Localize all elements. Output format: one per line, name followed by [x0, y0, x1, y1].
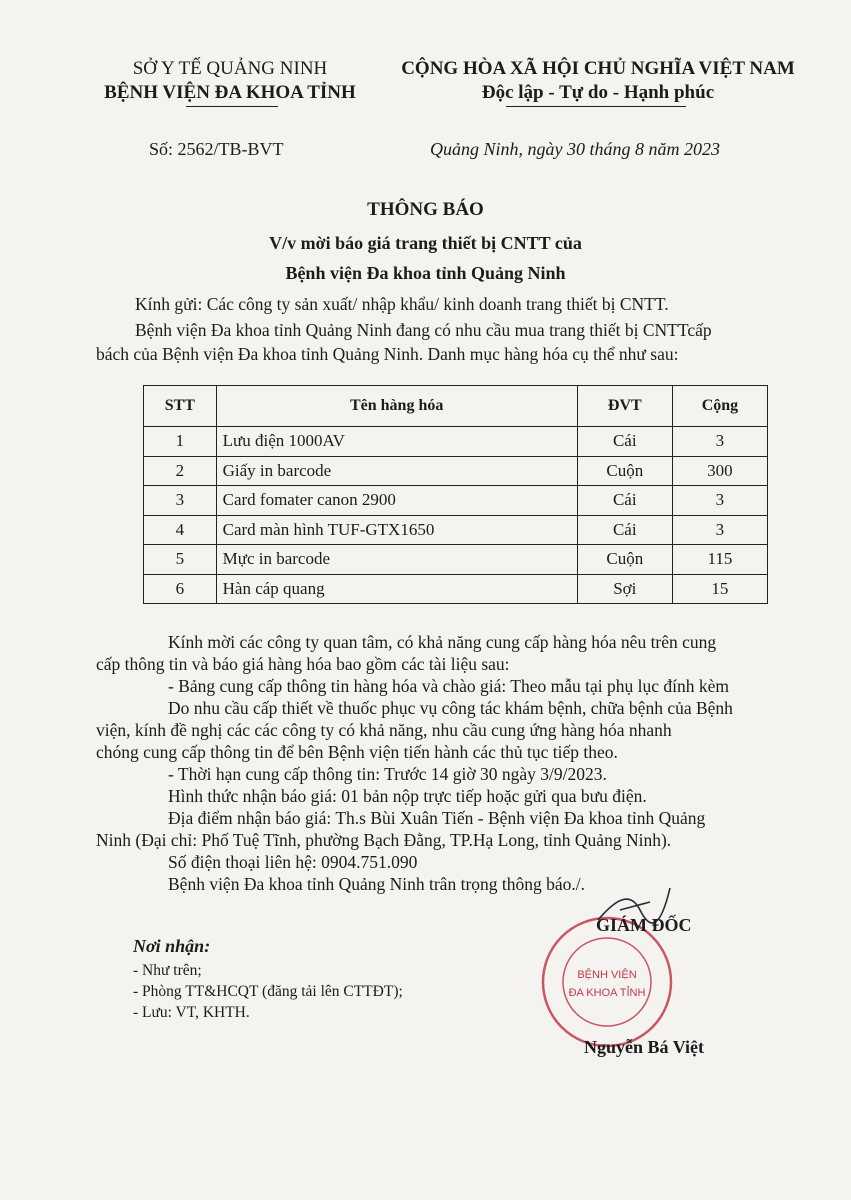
document-subtitle-2: Bệnh viện Đa khoa tỉnh Quảng Ninh — [285, 263, 566, 283]
cell-unit: Sợi — [577, 574, 672, 604]
table-row — [144, 574, 768, 604]
body-method: Hình thức nhận báo giá: 01 bản nộp trực tiếp hoặc gửi qua bưu điện. — [168, 786, 647, 806]
document-subtitle-1: V/v mời báo giá trang thiết bị CNTT của — [269, 233, 582, 253]
intro-line-2: bách của Bệnh viện Đa khoa tỉnh Quảng Ninh. Danh mục hàng hóa cụ thể như sau: — [96, 344, 679, 364]
body-p2-line2: viện, kính đề nghị các các công ty có khả năng, nhu cầu cung ứng hàng hóa nhanh — [96, 720, 672, 740]
cell-name: Giấy in barcode — [216, 456, 577, 486]
recipient-item: - Phòng TT&HCQT (đăng tải lên CTTĐT); — [133, 983, 403, 1000]
cell-name: Hàn cáp quang — [216, 574, 577, 604]
body-phone: Số điện thoại liên hệ: 0904.751.090 — [168, 852, 418, 872]
cell-stt: 3 — [144, 486, 217, 516]
recipient-item: - Lưu: VT, KHTH. — [133, 1004, 250, 1021]
cell-name: Card fomater canon 2900 — [216, 486, 577, 516]
cell-qty: 300 — [672, 456, 767, 486]
cell-unit: Cái — [577, 486, 672, 516]
stamp-line1: BỆNH VIỆN — [577, 969, 637, 981]
recipient-item: - Như trên; — [133, 962, 202, 979]
col-header-stt: STT — [144, 386, 217, 427]
body-bullet1: - Bảng cung cấp thông tin hàng hóa và chào giá: Theo mẫu tại phụ lục đính kèm — [168, 676, 729, 696]
table-row — [144, 456, 768, 486]
cell-unit: Cái — [577, 515, 672, 545]
table-row — [144, 515, 768, 545]
nation-underline — [506, 106, 686, 107]
document-title: THÔNG BÁO — [367, 199, 484, 220]
nation-line1: CỘNG HÒA XÃ HỘI CHỦ NGHĨA VIỆT NAM — [401, 58, 795, 79]
cell-stt: 6 — [144, 574, 217, 604]
body-deadline: - Thời hạn cung cấp thông tin: Trước 14 giờ 30 ngày 3/9/2023. — [168, 764, 607, 784]
cell-stt: 1 — [144, 427, 217, 457]
table-row — [144, 427, 768, 457]
table-row — [144, 486, 768, 516]
col-header-name: Tên hàng hóa — [216, 386, 577, 427]
cell-qty: 115 — [672, 545, 767, 575]
cell-unit: Cuộn — [577, 545, 672, 575]
intro-line-1: Bệnh viện Đa khoa tỉnh Quảng Ninh đang có nhu cầu mua trang thiết bị CNTTcấp — [135, 320, 712, 340]
table-row — [144, 545, 768, 575]
stamp-line2: ĐA KHOA TỈNH — [568, 987, 646, 999]
document-number: Số: 2562/TB-BVT — [149, 139, 284, 159]
body-place-line1: Địa điểm nhận báo giá: Th.s Bùi Xuân Tiến - Bệnh viện Đa khoa tỉnh Quảng — [168, 808, 706, 828]
table-header-row — [144, 386, 768, 427]
cell-qty: 3 — [672, 427, 767, 457]
body-p1-line1: Kính mời các công ty quan tâm, có khả năng cung cấp hàng hóa nêu trên cung — [168, 632, 717, 652]
nation-line2: Độc lập - Tự do - Hạnh phúc — [481, 82, 715, 103]
signer-name: Nguyễn Bá Việt — [584, 1037, 705, 1057]
cell-qty: 3 — [672, 486, 767, 516]
cell-name: Lưu điện 1000AV — [216, 427, 577, 457]
col-header-qty: Cộng — [672, 386, 767, 427]
recipient-line: Kính gửi: Các công ty sản xuất/ nhập khẩu/ kinh doanh trang thiết bị CNTT. — [135, 294, 669, 314]
signature-title: GIÁM ĐỐC — [596, 915, 692, 935]
cell-name: Mực in barcode — [216, 545, 577, 575]
cell-name: Card màn hình TUF-GTX1650 — [216, 515, 577, 545]
body-p1-line2: cấp thông tin và báo giá hàng hóa bao gồm các tài liệu sau: — [96, 654, 510, 674]
cell-stt: 4 — [144, 515, 217, 545]
org-header — [80, 57, 380, 105]
cell-qty: 3 — [672, 515, 767, 545]
org-underline — [186, 106, 278, 107]
goods-table — [143, 385, 768, 604]
cell-stt: 5 — [144, 545, 217, 575]
body-p2-line1: Do nhu cầu cấp thiết về thuốc phục vụ công tác khám bệnh, chữa bệnh của Bệnh — [168, 698, 733, 718]
place-date: Quảng Ninh, ngày 30 tháng 8 năm 2023 — [430, 139, 720, 159]
cell-unit: Cuộn — [577, 456, 672, 486]
body-place-line2: Ninh (Đại chỉ: Phố Tuệ Tĩnh, phường Bạch Đằng, TP.Hạ Long, tỉnh Quảng Ninh). — [96, 830, 672, 850]
body-p2-line3: chóng cung cấp thông tin để bên Bệnh viện tiến hành các thủ tục tiếp theo. — [96, 742, 618, 762]
body-closing: Bệnh viện Đa khoa tỉnh Quảng Ninh trân trọng thông báo./. — [168, 874, 586, 894]
col-header-unit: ĐVT — [577, 386, 672, 427]
org-line1: SỞ Y TẾ QUẢNG NINH — [132, 58, 328, 79]
cell-stt: 2 — [144, 456, 217, 486]
nation-header — [378, 57, 818, 105]
cell-unit: Cái — [577, 427, 672, 457]
org-line2: BỆNH VIỆN ĐA KHOA TỈNH — [104, 82, 356, 103]
recipients-title: Nơi nhận: — [133, 936, 211, 956]
cell-qty: 15 — [672, 574, 767, 604]
